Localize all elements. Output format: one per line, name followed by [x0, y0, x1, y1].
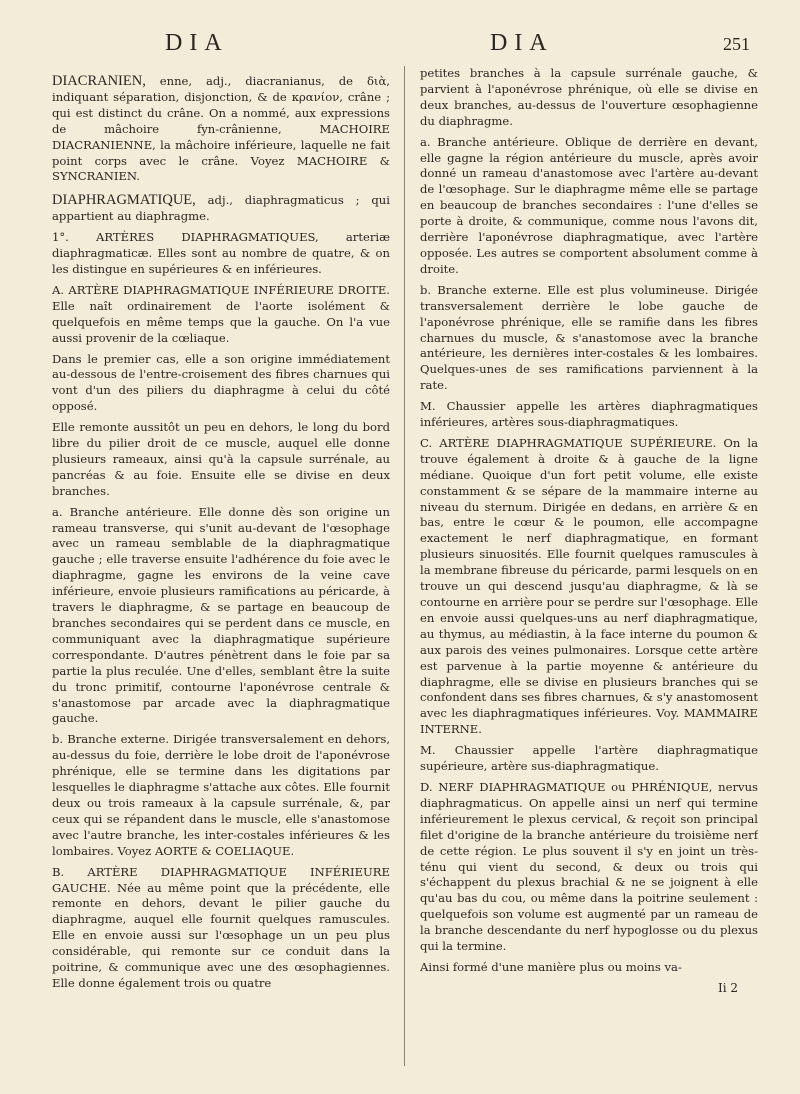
entry-text: enne, adj., diacranianus, de διὰ, indiquant séparation, disjonction, & de κρανίον, crâne ; qui est distinct du crâne. On a nommé, aux expressions de mâchoire fyn-crânienne, MACHOIRE DIACRANIENNE, la mâchoire inférieure, laquelle ne fait point corps avec le crâne. Voyez MACHOIRE & SYNCRANIEN.: [52, 74, 390, 184]
paragraph: petites branches à la capsule surrénale gauche, & parvient à l'aponévrose phrénique, où elle se divise en deux branches, au-dessus de l'ouverture œsophagienne du diaphragme.: [420, 66, 758, 128]
headword: DIAPHRAGMATIQUE,: [52, 192, 196, 209]
text-columns: [52, 66, 758, 1076]
paragraph: a. Branche antérieure. Oblique de derrière en devant, elle gagne la région antérieure du muscle, après avoir donné un rameau d'anastomose avec l'artère au-devant de l'œsophage. Sur le diaphragme même elle se partage en beaucoup de branches secondaires : l'une d'elles se porte à droite, & communique, comme nous l'avons dit, derrière l'aponévrose diaphragmatique, avec l'artère opposée. Les autres se comportent absolument comme à droite.: [420, 134, 758, 276]
headword: DIACRANIEN,: [52, 73, 146, 89]
entry-text: adj., diaphragmaticus ; qui appartient au diaphragme.: [52, 193, 390, 224]
column-divider: [404, 66, 405, 1066]
paragraph: M. Chaussier appelle l'artère diaphragmatique supérieure, artère sus-diaphragmatique.: [420, 743, 758, 774]
paragraph: A. ARTÈRE DIAPHRAGMATIQUE INFÉRIEURE DROITE. Elle naît ordinairement de l'aorte isolément & quelquefois en même temps que la gauche. On l'a vue aussi provenir de la cœliaque.: [52, 282, 390, 345]
entry-diaphragmatique: [52, 193, 390, 225]
paragraph: b. Branche externe. Dirigée transversalement en dehors, au-dessus du foie, derrière le lobe droit de l'aponévrose phrénique, elle se termine dans les digitations par lesquelles le diaphragme s'attache aux côtes. Elle fournit deux ou trois rameaux à la capsule surrénale, &, par ceux qui se répandent dans le muscle, elle s'anastomose avec l'autre branche, les inter-costales inférieures & les lombaires. Voyez AORTE & COELIAQUE.: [52, 732, 390, 858]
page-number: 251: [723, 34, 750, 54]
left-column: [52, 66, 390, 1076]
paragraph: Ainsi formé d'une manière plus ou moins va-: [420, 959, 682, 974]
paragraph: Dans le premier cas, elle a son origine immédiatement au-dessous de l'entre-croisement des fibres charnues qui vont d'un des piliers du diaphragme à celui du côté opposé.: [52, 351, 390, 414]
paragraph: 1°. ARTÈRES DIAPHRAGMATIQUES, arteriæ diaphragmaticæ. Elles sont au nombre de quatre, & on les distingue en supérieures & en inférieures.: [52, 230, 390, 276]
paragraph: D. NERF DIAPHRAGMATIQUE ou PHRÉNIQUE, nervus diaphragmaticus. On appelle ainsi un nerf qui termine inférieurement le plexus cervical, & reçoit son principal filet d'origine de la branche antérieure du troisième nerf de cette région. Le plus souvent il s'y en joint un très-ténu qui vient du second, & deux ou trois qui s'échappent du plexus brachial & ne se joignent à elle qu'au bas du cou, ou même dans la poitrine seulement : quelquefois son volume est augmenté par un rameau de la branche descendante du nerf hypoglosse ou du plexus qui la termine.: [420, 779, 758, 954]
running-head-left: DIA: [165, 30, 229, 56]
entry-diacranien: [52, 74, 390, 185]
paragraph: b. Branche externe. Elle est plus volumineuse. Dirigée transversalement derrière le lobe gauche de l'aponévrose phrénique, elle se ramifie dans les fibres charnues du muscle, & s'anastomose avec la branche antérieure, les dernières inter-costales & les lombaires. Quelques-unes de ses ramifications parviennent à la rate.: [420, 282, 758, 393]
page-header: [40, 30, 760, 64]
paragraph: M. Chaussier appelle les artères diaphragmatiques inférieures, artères sous-diaphragmatiques.: [420, 399, 758, 430]
running-head-right: DIA: [490, 30, 554, 56]
paragraph: B. ARTÈRE DIAPHRAGMATIQUE INFÉRIEURE GAUCHE. Née au même point que la précédente, elle remonte en dehors, devant le pilier gauche du diaphragme, auquel elle fournit quelques ramuscules. Elle en envoie aussi sur l'œsophage un un peu plus considérable, qui remonte sur ce conduit dans la poitrine, & communique avec une des œsophagiennes. Elle donne également trois ou quatre: [52, 864, 390, 990]
paragraph: C. ARTÈRE DIAPHRAGMATIQUE SUPÉRIEURE. On la trouve également à droite & à gauche de la ligne médiane. Quoique d'un fort petit volume, elle existe constamment & se sépare de la mammaire interne au niveau du sternum. Dirigée en dedans, en arrière & en bas, entre le cœur & le poumon, elle accompagne exactement le nerf diaphragmatique, en formant plusieurs sinuosités. Elle fournit quelques ramuscules à la membrane fibreuse du péricarde, parmi lesquels on en trouve un qui descend jusqu'au diaphragme, & là se contourne en arrière pour se perdre sur l'œsophage. Elle en envoie aussi quelques-uns au nerf diaphragmatique, au thymus, au médiastin, à la face interne du poumon & aux parois des veines pulmonaires. Lorsque cette artère est parvenue à la partie moyenne & antérieure du diaphragme, elle se divise en plusieurs branches qui se confondent dans ses fibres charnues, & s'y anastomosent avec les diaphragmatiques inférieures. Voy. MAMMAIRE INTERNE.: [420, 435, 758, 737]
paragraph: a. Branche antérieure. Elle donne dès son origine un rameau transverse, qui s'unit au-devant de l'œsophage avec un rameau semblable de la diaphragmatique gauche ; elle traverse ensuite l'adhérence du foie avec le diaphragme, gagne les environs de la veine cave inférieure, envoie plusieurs ramifications au péricarde, à travers le diaphragme, & se partage en beaucoup de branches secondaires qui se perdent dans ce muscle, en communiquant avec la diaphragmatique supérieure correspondante. D'autres pénètrent dans le foie par sa partie la plus reculée. Une d'elles, semblant être la suite du tronc primitif, contourne l'aponévrose centrale & s'anastomose par arcade avec la diaphragmatique gauche.: [52, 504, 390, 726]
catchword: Ii 2: [717, 980, 738, 995]
right-column: [420, 66, 758, 1076]
paragraph: Elle remonte aussitôt un peu en dehors, le long du bord libre du pilier droit de ce muscle, auquel elle donne plusieurs rameaux, ainsi qu'à la capsule surrénale, au pancréas & au foie. Ensuite elle se divise en deux branches.: [52, 420, 390, 498]
